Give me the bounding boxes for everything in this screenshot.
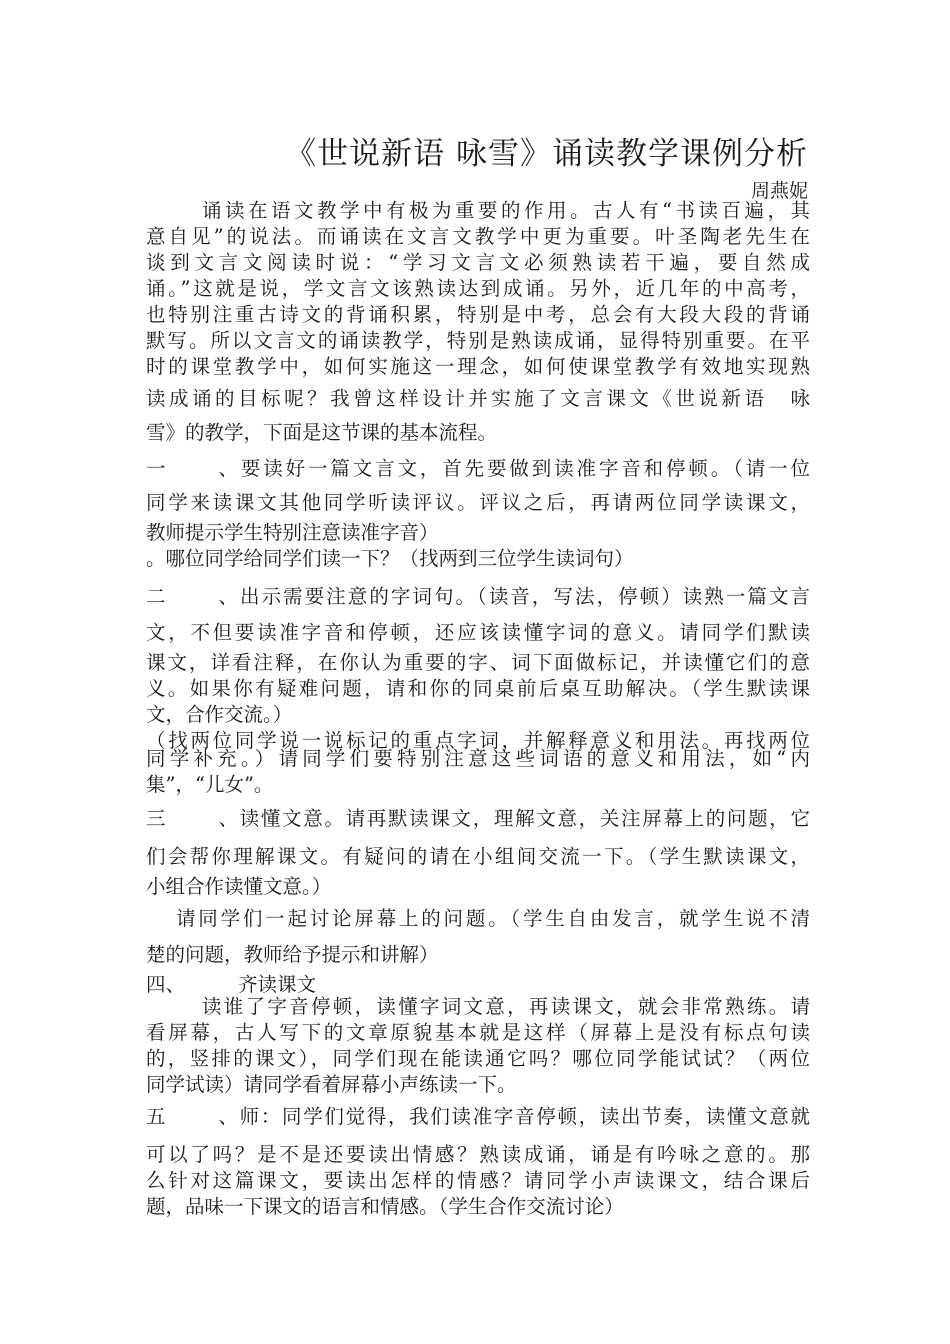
- line-text: 。哪位同学给同学们读一下？（找两到三位学生读词句）: [146, 547, 634, 570]
- text-line: [146, 844, 810, 870]
- text-line: [146, 224, 810, 250]
- line-text: 看屏幕，古人写下的文章原貌基本就是这样（屏幕上是没有标点句读: [146, 1021, 810, 1044]
- line-text: 的，竖排的课文），同学们现在能读通它吗？哪位同学能试试？（两位: [146, 1047, 810, 1070]
- line-text: 文，不但要读准字音和停顿，还应该读懂字词的意义。请同学们默读: [146, 621, 810, 644]
- line-text: 同学来读课文其他同学听读评议。评议之后，再请两位同学读课文，: [146, 491, 810, 514]
- line-text: 谈到文言文阅读时说：“学习文言文必须熟读若干遍，要自然成: [146, 251, 810, 274]
- line-text: 诵读在语文教学中有极为重要的作用。古人有“书读百遍，其: [202, 199, 810, 222]
- line-text: 课文，详看注释，在你认为重要的字、词下面做标记，并读懂它们的意: [146, 651, 810, 674]
- text-line: [146, 276, 810, 302]
- text-line: [146, 584, 810, 610]
- text-line: [146, 772, 810, 798]
- section-number: 五、: [146, 1105, 238, 1128]
- line-text: 教师提示学生特别注意读准字音）: [146, 521, 439, 544]
- line-text: 们会帮你理解课文。有疑问的请在小组间交流一下。（学生默读课文，: [146, 845, 810, 868]
- text-line: [146, 456, 810, 482]
- section-number: 三、: [146, 807, 238, 830]
- line-text: 师：同学们觉得，我们读准字音停顿，读出节奏，读懂文意就: [238, 1105, 810, 1128]
- line-text: 请同学们一起讨论屏幕上的问题。（学生自由发言，就学生说不清: [176, 907, 810, 930]
- line-text: 文，合作交流。）: [146, 703, 293, 726]
- line-text: 楚的问题，教师给予提示和讲解）: [146, 943, 439, 966]
- text-line: [146, 806, 810, 832]
- text-line: [146, 420, 810, 446]
- line-text: 小组合作读懂文意。）: [146, 875, 332, 898]
- text-line: [146, 1020, 810, 1046]
- line-text: 诵。”这就是说，学文言文该熟读达到成诵。另外，近几年的中高考，: [146, 277, 810, 300]
- text-line: [146, 702, 810, 728]
- line-text: 默写。所以文言文的诵读教学，特别是熟读成诵，显得特别重要。在平: [146, 329, 810, 352]
- text-line: [146, 354, 810, 380]
- text-line: [146, 250, 810, 276]
- line-text: 读懂文意。请再默读课文，理解文意，关注屏幕上的问题，它: [238, 807, 810, 830]
- author-name: 周燕妮: [750, 180, 808, 202]
- text-line: [202, 994, 810, 1020]
- line-text: 可以了吗？是不是还要读出情感？熟读成诵，诵是有吟咏之意的。那: [146, 1143, 810, 1166]
- line-text: 么针对这篇课文，要读出怎样的情感？请同学小声读课文，结合课后: [146, 1169, 810, 1192]
- text-line: [146, 1142, 810, 1168]
- line-text: 意自见”的说法。而诵读在文言文教学中更为重要。叶圣陶老先生在: [146, 225, 810, 248]
- text-line: [146, 328, 810, 354]
- line-text: 题，品味一下课文的语言和情感。（学生合作交流讨论）: [146, 1195, 624, 1218]
- text-line: [146, 1046, 810, 1072]
- text-line: [202, 198, 810, 224]
- line-text: 出示需要注意的字词句。（读音，写法，停顿）读熟一篇文言: [238, 585, 810, 608]
- line-text: 读谁了字音停顿，读懂字词文意，再读课文，就会非常熟练。请: [202, 995, 810, 1018]
- text-line: [146, 746, 810, 772]
- line-text: 齐读课文: [238, 973, 317, 996]
- line-text: 要读好一篇文言文，首先要做到读准字音和停顿。（请一位: [238, 457, 810, 480]
- text-line: [146, 620, 810, 646]
- line-text: 同学补充。）请同学们要特别注意这些词语的意义和用法，如“内: [146, 747, 810, 770]
- document-title: 《世说新语 咏雪》诵读教学课例分析: [285, 136, 808, 172]
- text-line: [146, 1104, 810, 1130]
- section-number: 二、: [146, 585, 238, 608]
- text-line: [146, 874, 810, 900]
- line-text: 时的课堂教学中，如何实施这一理念，如何使课堂教学有效地实现熟: [146, 355, 810, 378]
- line-text: （找两位同学说一说标记的重点字词，并解释意义和用法。再找两位: [146, 729, 810, 752]
- line-text: 义。如果你有疑难问题，请和你的同桌前后桌互助解决。（学生默读课: [146, 677, 810, 700]
- text-line: [146, 1168, 810, 1194]
- text-line: [146, 302, 810, 328]
- text-line: [146, 650, 810, 676]
- section-number: 一、: [146, 457, 238, 480]
- line-text: 雪》的教学，下面是这节课的基本流程。: [146, 421, 498, 444]
- line-text: 读成诵的目标呢？我曾这样设计并实施了文言课文《世说新语 咏: [146, 387, 810, 410]
- text-line: [146, 676, 810, 702]
- line-text: 同学试读）请同学看着屏幕小声练读一下。: [146, 1073, 517, 1096]
- text-line: [146, 1072, 810, 1098]
- text-line: [146, 546, 810, 572]
- text-line: [176, 906, 810, 932]
- text-line: [146, 1194, 810, 1220]
- text-line: [146, 386, 810, 412]
- line-text: 集”，“儿女”。: [146, 773, 274, 796]
- text-line: [146, 490, 810, 516]
- text-line: [146, 942, 810, 968]
- line-text: 也特别注重古诗文的背诵积累，特别是中考，总会有大段大段的背诵: [146, 303, 810, 326]
- section-number: 四、: [146, 973, 186, 996]
- text-line: [146, 520, 810, 546]
